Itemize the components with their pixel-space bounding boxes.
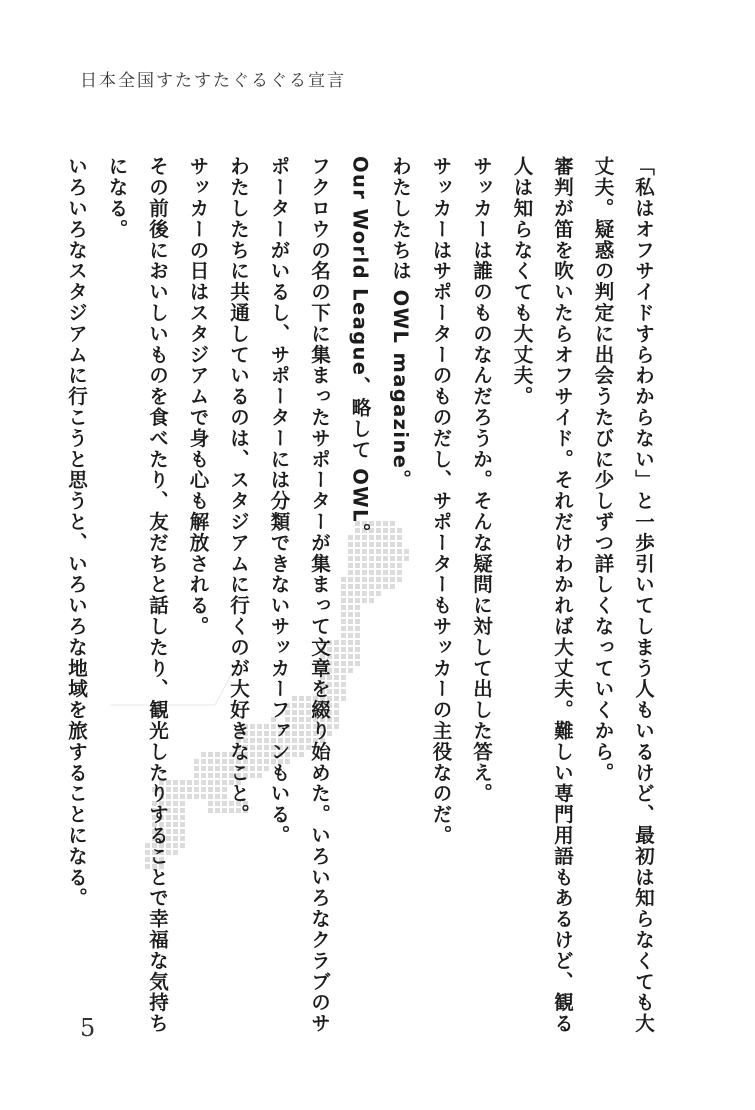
paragraph: サッカーはサポーターのものだし、サポーターもサッカーの主役なのだ。 (429, 156, 453, 846)
paragraph: サッカーの日はスタジアムで身も心も解放される。 (186, 156, 210, 637)
paragraph: 「私はオフサイドすらわからない」と一歩引いてしまう人もいるけど、最初は知らなくても大丈夫。疑惑の判定に出会うたびに少しずつ詳しくなっていくから。 (591, 156, 655, 1034)
running-head: 日本全国すたすたぐるぐる宣言 (80, 71, 346, 91)
page-number: 5 (80, 1014, 96, 1042)
paragraph: フクロウの名の下に集まったサポーターが集まって文章を綴り始めた。いろいろなクラブのサポーターがいるし、サポーターには分類できないサッカーファンもいる。 (267, 156, 331, 1034)
paragraph: その前後においしいものを食べたり、友だちと話したり、観光したりすることで幸福な気持ちになる。 (105, 156, 169, 1034)
paragraph: いろいろなスタジアムに行こうと思うと、いろいろな地域を旅することになる。 (65, 156, 88, 909)
paragraph: わたしたちに共通しているのは、スタジアムに行くのが大好きなこと。 (227, 156, 250, 825)
paragraph: サッカーは誰のものなんだろうか。そんな疑問に対して出した答え。 (470, 156, 493, 804)
paragraph: Our World League、略して OWL。 (348, 156, 372, 544)
paragraph: 審判が笛を吹いたらオフサイド。それだけわかれば大丈夫。難しい専門用語もあるけど、観る人は知らなくても大丈夫。 (510, 156, 574, 1034)
paragraph: わたしたちは OWL magazine。 (389, 156, 412, 491)
body-text (63, 156, 663, 1036)
